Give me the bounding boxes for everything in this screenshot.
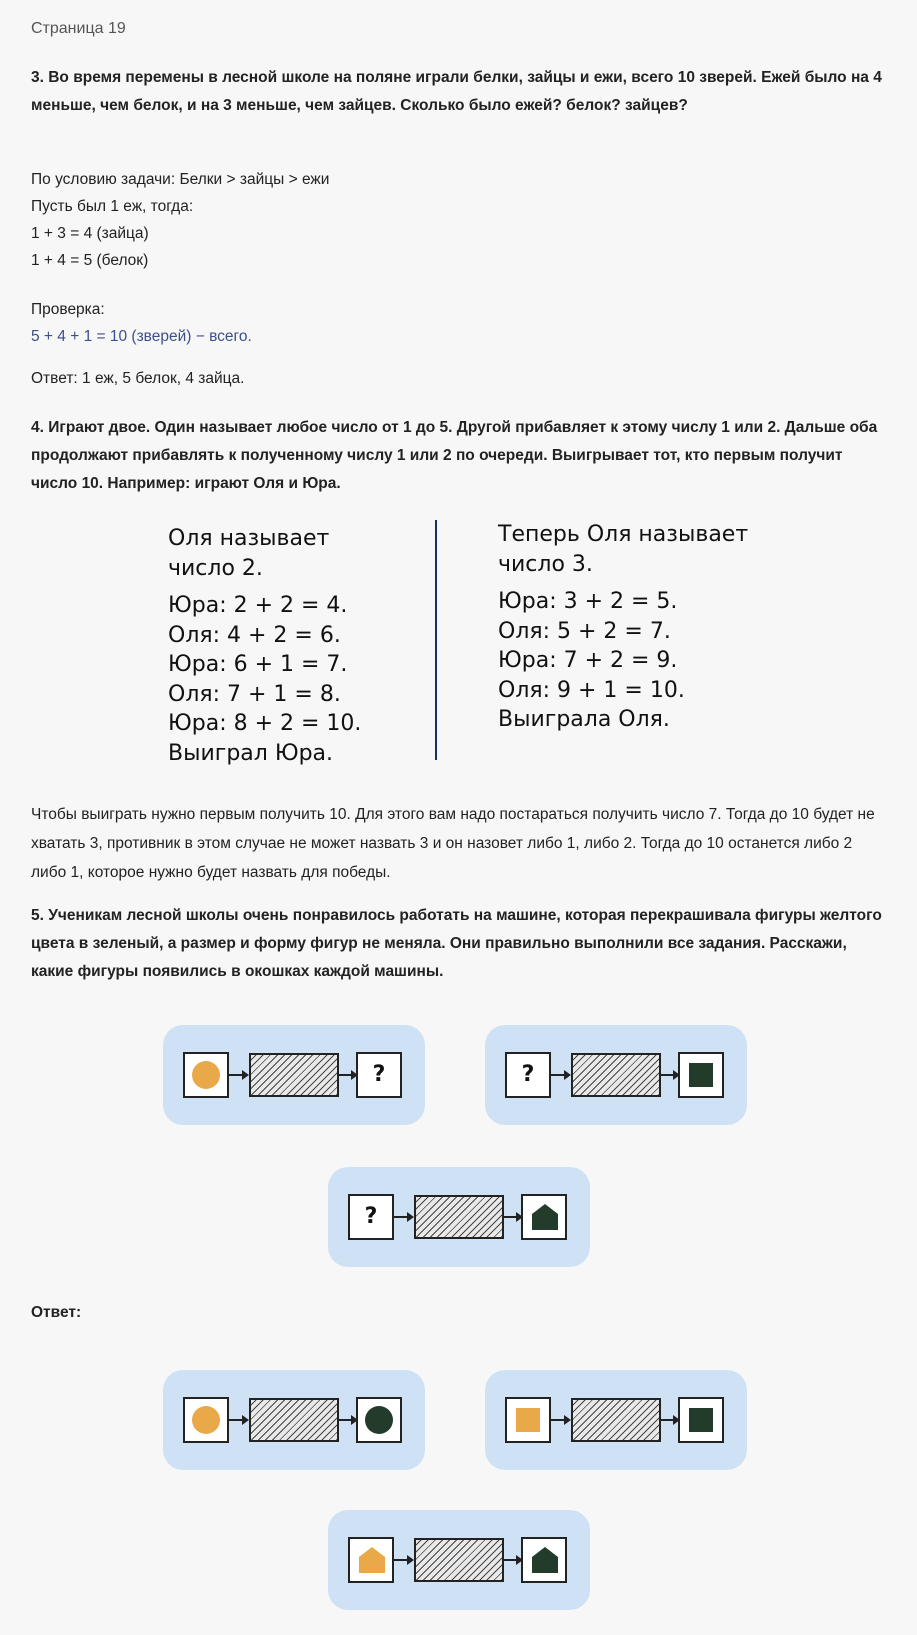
game-head-line: число 3. (498, 551, 593, 577)
game-result: Выиграл Юра. (168, 740, 334, 766)
game-move: Юра: 8 + 2 = 10. (168, 711, 362, 736)
game-move: Юра: 3 + 2 = 5. (498, 589, 678, 614)
machine-output-window (356, 1397, 402, 1443)
game-left-column (168, 524, 361, 768)
task3-solution-line: По условию задачи: Белки > зайцы > ежи (31, 171, 330, 188)
task3-check (31, 296, 252, 350)
game-move: Юра: 7 + 2 = 9. (498, 648, 678, 673)
page-number-label: Страница 19 (31, 20, 126, 37)
machine-body (414, 1195, 504, 1239)
task5-answer-label: Ответ: (31, 1304, 82, 1321)
game-head-line: Оля называет (168, 526, 330, 551)
arrow-icon (394, 1559, 412, 1561)
arrow-icon (338, 1074, 356, 1076)
machine-body (571, 1398, 661, 1442)
machine-output-window (678, 1052, 724, 1098)
check-equation: 5 + 4 + 1 = 10 (зверей) − всего. (31, 328, 252, 345)
arrow-icon (503, 1216, 521, 1218)
game-right-column (498, 520, 748, 735)
arrow-icon (394, 1216, 412, 1218)
machine-input-window (348, 1194, 394, 1240)
check-label: Проверка: (31, 301, 105, 318)
machine-body (414, 1538, 504, 1582)
arrow-icon (660, 1419, 678, 1421)
arrow-icon (551, 1074, 569, 1076)
task3-question: 3. Во время перемены в лесной школе на поляне играли белки, зайцы и ежи, всего 10 зверей. Ежей было на 4 меньше, чем белок, и на 3 меньше, чем зайцев. Сколько было ежей? белок? зайцев? (31, 69, 882, 114)
column-divider (435, 520, 437, 760)
task3-answer: Ответ: 1 еж, 5 белок, 4 зайца. (31, 370, 245, 387)
yellow-pentagon-shape (357, 1545, 387, 1575)
machine-answer-1 (163, 1370, 425, 1470)
machine-input-window (183, 1052, 229, 1098)
machine-input-window (505, 1052, 551, 1098)
yellow-circle-shape (192, 1406, 220, 1434)
green-square-shape (689, 1063, 713, 1087)
game-move: Юра: 6 + 1 = 7. (168, 652, 348, 677)
yellow-circle-shape (192, 1061, 220, 1089)
machine-task-2 (485, 1025, 747, 1125)
question-mark: ? (372, 1062, 386, 1087)
task3-solution-line: 1 + 3 = 4 (зайца) (31, 225, 149, 242)
green-pentagon-shape (530, 1545, 560, 1575)
question-mark: ? (521, 1062, 535, 1087)
yellow-square-shape (516, 1408, 540, 1432)
machine-task-3 (328, 1167, 590, 1267)
machine-output-window (521, 1194, 567, 1240)
task3-solution-line: 1 + 4 = 5 (белок) (31, 252, 149, 269)
arrow-icon (338, 1419, 356, 1421)
task5-question: 5. Ученикам лесной школы очень понравилось работать на машине, которая перекрашивала фигуры желтого цвета в зеленый, а размер и форму фигур не меняла. Они правильно выполнили все задания. Расскажи, какие фигуры появились в окошках каждой машины. (31, 907, 882, 980)
machine-input-window (348, 1537, 394, 1583)
arrow-icon (229, 1074, 247, 1076)
game-move: Оля: 7 + 1 = 8. (168, 681, 341, 707)
task4-explanation: Чтобы выиграть нужно первым получить 10. Для этого вам надо постараться получить число 7. Тогда до 10 будет не хватать 3, противник в этом случае не может назвать 3 и он назовет либо 1, либо 2. Тогда до 10 останется либо 2 либо 1, которое нужно будет назвать для победы. (31, 806, 875, 881)
game-move: Оля: 5 + 2 = 7. (498, 618, 671, 644)
arrow-icon (551, 1419, 569, 1421)
question-mark: ? (364, 1204, 378, 1229)
green-square-shape (689, 1408, 713, 1432)
machine-output-window (678, 1397, 724, 1443)
game-head-line: число 2. (168, 555, 263, 581)
arrow-icon (229, 1419, 247, 1421)
task4-question: 4. Играют двое. Один называет любое число от 1 до 5. Другой прибавляет к этому числу 1 или 2. Дальше оба продолжают прибавлять к полученному числу 1 или 2 по очереди. Выигрывает тот, кто первым получит число 10. Например: играют Оля и Юра. (31, 419, 878, 492)
green-pentagon-shape (530, 1202, 560, 1232)
game-head-line: Теперь Оля называет (498, 522, 749, 547)
machine-input-window (505, 1397, 551, 1443)
green-circle-shape (365, 1406, 393, 1434)
machine-body (249, 1398, 339, 1442)
task3-solution (31, 166, 891, 274)
machine-output-window (521, 1537, 567, 1583)
arrow-icon (503, 1559, 521, 1561)
machine-input-window (183, 1397, 229, 1443)
game-example (160, 520, 760, 770)
machine-body (571, 1053, 661, 1097)
task3-solution-line: Пусть был 1 еж, тогда: (31, 198, 194, 215)
game-result: Выиграла Оля. (498, 707, 670, 732)
arrow-icon (660, 1074, 678, 1076)
machine-answer-3 (328, 1510, 590, 1610)
game-move: Оля: 9 + 1 = 10. (498, 677, 685, 703)
machine-body (249, 1053, 339, 1097)
game-move: Оля: 4 + 2 = 6. (168, 622, 341, 648)
machine-output-window (356, 1052, 402, 1098)
machine-answer-2 (485, 1370, 747, 1470)
game-move: Юра: 2 + 2 = 4. (168, 593, 348, 618)
machine-task-1 (163, 1025, 425, 1125)
